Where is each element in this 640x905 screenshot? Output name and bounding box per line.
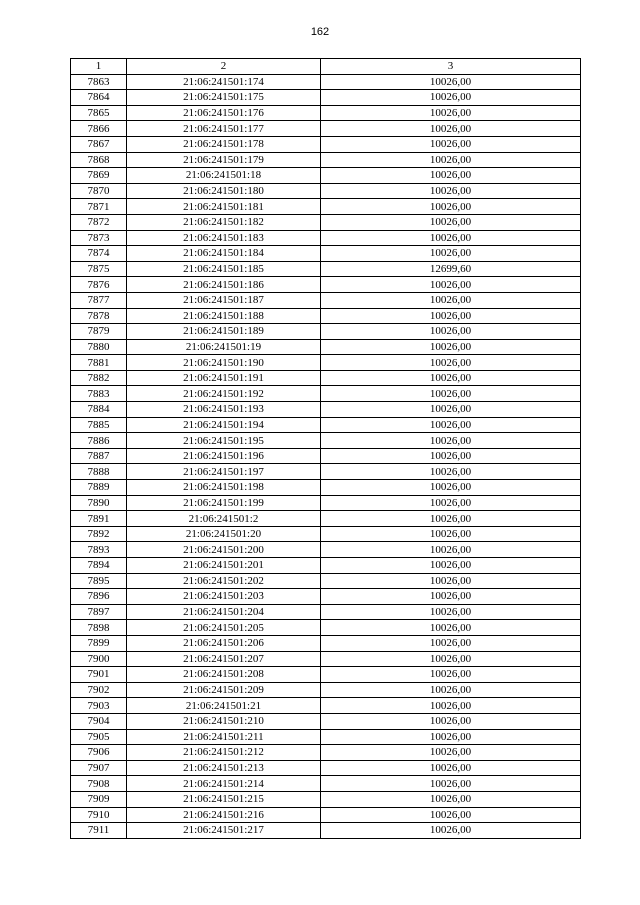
cadastral-id-cell: 21:06:241501:185	[127, 261, 321, 277]
row-number-cell: 7877	[71, 292, 127, 308]
table-row	[71, 324, 581, 340]
cadastral-id-cell: 21:06:241501:214	[127, 776, 321, 792]
value-cell: 10026,00	[321, 511, 581, 527]
row-number-cell: 7863	[71, 74, 127, 90]
table-row	[71, 261, 581, 277]
value-cell: 10026,00	[321, 246, 581, 262]
row-number-cell: 7896	[71, 589, 127, 605]
cadastral-id-cell: 21:06:241501:213	[127, 760, 321, 776]
row-number-cell: 7899	[71, 635, 127, 651]
value-cell: 10026,00	[321, 433, 581, 449]
value-cell: 10026,00	[321, 136, 581, 152]
table-row	[71, 136, 581, 152]
value-cell: 10026,00	[321, 464, 581, 480]
table-row	[71, 199, 581, 215]
table-row	[71, 74, 581, 90]
cadastral-id-cell: 21:06:241501:208	[127, 667, 321, 683]
row-number-cell: 7869	[71, 168, 127, 184]
value-cell: 10026,00	[321, 542, 581, 558]
value-cell: 10026,00	[321, 589, 581, 605]
cadastral-id-cell: 21:06:241501:184	[127, 246, 321, 262]
row-number-cell: 7911	[71, 823, 127, 839]
cadastral-id-cell: 21:06:241501:191	[127, 370, 321, 386]
cadastral-id-cell: 21:06:241501:198	[127, 480, 321, 496]
table-row	[71, 791, 581, 807]
cadastral-id-cell: 21:06:241501:204	[127, 604, 321, 620]
row-number-cell: 7867	[71, 136, 127, 152]
table-row	[71, 214, 581, 230]
table-row	[71, 651, 581, 667]
table-row	[71, 448, 581, 464]
cadastral-id-cell: 21:06:241501:196	[127, 448, 321, 464]
cadastral-id-cell: 21:06:241501:217	[127, 823, 321, 839]
row-number-cell: 7864	[71, 90, 127, 106]
row-number-cell: 7894	[71, 558, 127, 574]
cadastral-id-cell: 21:06:241501:190	[127, 355, 321, 371]
row-number-cell: 7883	[71, 386, 127, 402]
value-cell: 10026,00	[321, 651, 581, 667]
row-number-cell: 7873	[71, 230, 127, 246]
row-number-cell: 7885	[71, 417, 127, 433]
row-number-cell: 7882	[71, 370, 127, 386]
table-row	[71, 355, 581, 371]
value-cell: 10026,00	[321, 698, 581, 714]
row-number-cell: 7908	[71, 776, 127, 792]
table-row	[71, 308, 581, 324]
value-cell: 10026,00	[321, 370, 581, 386]
table-row	[71, 604, 581, 620]
cadastral-id-cell: 21:06:241501:21	[127, 698, 321, 714]
value-cell: 10026,00	[321, 620, 581, 636]
value-cell: 10026,00	[321, 760, 581, 776]
cadastral-id-cell: 21:06:241501:201	[127, 558, 321, 574]
value-cell: 10026,00	[321, 745, 581, 761]
table-row	[71, 386, 581, 402]
row-number-cell: 7893	[71, 542, 127, 558]
cadastral-id-cell: 21:06:241501:180	[127, 183, 321, 199]
table-row	[71, 339, 581, 355]
value-cell: 10026,00	[321, 355, 581, 371]
cadastral-id-cell: 21:06:241501:203	[127, 589, 321, 605]
cadastral-id-cell: 21:06:241501:199	[127, 495, 321, 511]
table-row	[71, 105, 581, 121]
table-row	[71, 558, 581, 574]
row-number-cell: 7880	[71, 339, 127, 355]
row-number-cell: 7905	[71, 729, 127, 745]
value-cell: 10026,00	[321, 495, 581, 511]
cadastral-id-cell: 21:06:241501:179	[127, 152, 321, 168]
row-number-cell: 7903	[71, 698, 127, 714]
cadastral-id-cell: 21:06:241501:210	[127, 713, 321, 729]
value-cell: 10026,00	[321, 448, 581, 464]
row-number-cell: 7887	[71, 448, 127, 464]
value-cell: 10026,00	[321, 729, 581, 745]
cadastral-id-cell: 21:06:241501:209	[127, 682, 321, 698]
cadastral-id-cell: 21:06:241501:197	[127, 464, 321, 480]
value-cell: 10026,00	[321, 199, 581, 215]
table-row	[71, 402, 581, 418]
row-number-cell: 7909	[71, 791, 127, 807]
cadastral-id-cell: 21:06:241501:177	[127, 121, 321, 137]
row-number-cell: 7881	[71, 355, 127, 371]
table-row	[71, 433, 581, 449]
cadastral-id-cell: 21:06:241501:187	[127, 292, 321, 308]
column-header-number: 1	[71, 59, 127, 75]
row-number-cell: 7871	[71, 199, 127, 215]
table-row	[71, 464, 581, 480]
table-row	[71, 807, 581, 823]
row-number-cell: 7901	[71, 667, 127, 683]
value-cell: 10026,00	[321, 105, 581, 121]
table-row	[71, 823, 581, 839]
page-number: 162	[310, 26, 330, 38]
row-number-cell: 7902	[71, 682, 127, 698]
table-row	[71, 292, 581, 308]
row-number-cell: 7878	[71, 308, 127, 324]
value-cell: 10026,00	[321, 823, 581, 839]
value-cell: 10026,00	[321, 308, 581, 324]
table-row	[71, 682, 581, 698]
value-cell: 12699,60	[321, 261, 581, 277]
data-table	[70, 58, 581, 839]
value-cell: 10026,00	[321, 635, 581, 651]
value-cell: 10026,00	[321, 121, 581, 137]
table-row	[71, 511, 581, 527]
row-number-cell: 7884	[71, 402, 127, 418]
cadastral-id-cell: 21:06:241501:186	[127, 277, 321, 293]
row-number-cell: 7872	[71, 214, 127, 230]
table-row	[71, 495, 581, 511]
row-number-cell: 7910	[71, 807, 127, 823]
table-row	[71, 152, 581, 168]
table-row	[71, 776, 581, 792]
table-row	[71, 667, 581, 683]
table-row	[71, 526, 581, 542]
table-row	[71, 620, 581, 636]
value-cell: 10026,00	[321, 558, 581, 574]
row-number-cell: 7865	[71, 105, 127, 121]
table-row	[71, 698, 581, 714]
header-row	[71, 59, 581, 75]
table-row	[71, 713, 581, 729]
cadastral-id-cell: 21:06:241501:212	[127, 745, 321, 761]
row-number-cell: 7876	[71, 277, 127, 293]
table-row	[71, 277, 581, 293]
row-number-cell: 7898	[71, 620, 127, 636]
value-cell: 10026,00	[321, 230, 581, 246]
row-number-cell: 7866	[71, 121, 127, 137]
value-cell: 10026,00	[321, 168, 581, 184]
cadastral-id-cell: 21:06:241501:202	[127, 573, 321, 589]
table-row	[71, 230, 581, 246]
cadastral-id-cell: 21:06:241501:205	[127, 620, 321, 636]
row-number-cell: 7907	[71, 760, 127, 776]
table-row	[71, 573, 581, 589]
row-number-cell: 7889	[71, 480, 127, 496]
value-cell: 10026,00	[321, 292, 581, 308]
cadastral-id-cell: 21:06:241501:188	[127, 308, 321, 324]
value-cell: 10026,00	[321, 74, 581, 90]
value-cell: 10026,00	[321, 277, 581, 293]
table-row	[71, 183, 581, 199]
row-number-cell: 7888	[71, 464, 127, 480]
table-row	[71, 90, 581, 106]
row-number-cell: 7904	[71, 713, 127, 729]
table-row	[71, 168, 581, 184]
row-number-cell: 7897	[71, 604, 127, 620]
table-row	[71, 417, 581, 433]
cadastral-id-cell: 21:06:241501:207	[127, 651, 321, 667]
value-cell: 10026,00	[321, 480, 581, 496]
cadastral-id-cell: 21:06:241501:18	[127, 168, 321, 184]
table-header	[71, 59, 581, 75]
cadastral-id-cell: 21:06:241501:178	[127, 136, 321, 152]
table-row	[71, 745, 581, 761]
table-row	[71, 760, 581, 776]
cadastral-id-cell: 21:06:241501:215	[127, 791, 321, 807]
row-number-cell: 7879	[71, 324, 127, 340]
row-number-cell: 7892	[71, 526, 127, 542]
table-row	[71, 729, 581, 745]
table-row	[71, 370, 581, 386]
cadastral-id-cell: 21:06:241501:216	[127, 807, 321, 823]
cadastral-id-cell: 21:06:241501:189	[127, 324, 321, 340]
value-cell: 10026,00	[321, 324, 581, 340]
cadastral-id-cell: 21:06:241501:20	[127, 526, 321, 542]
value-cell: 10026,00	[321, 807, 581, 823]
cadastral-id-cell: 21:06:241501:174	[127, 74, 321, 90]
value-cell: 10026,00	[321, 713, 581, 729]
value-cell: 10026,00	[321, 573, 581, 589]
value-cell: 10026,00	[321, 682, 581, 698]
row-number-cell: 7874	[71, 246, 127, 262]
table-row	[71, 246, 581, 262]
cadastral-id-cell: 21:06:241501:194	[127, 417, 321, 433]
cadastral-id-cell: 21:06:241501:182	[127, 214, 321, 230]
cadastral-id-cell: 21:06:241501:192	[127, 386, 321, 402]
row-number-cell: 7875	[71, 261, 127, 277]
table-row	[71, 589, 581, 605]
cadastral-id-cell: 21:06:241501:200	[127, 542, 321, 558]
cadastral-id-cell: 21:06:241501:181	[127, 199, 321, 215]
value-cell: 10026,00	[321, 214, 581, 230]
value-cell: 10026,00	[321, 183, 581, 199]
value-cell: 10026,00	[321, 526, 581, 542]
cadastral-id-cell: 21:06:241501:195	[127, 433, 321, 449]
row-number-cell: 7890	[71, 495, 127, 511]
cadastral-id-cell: 21:06:241501:175	[127, 90, 321, 106]
table-row	[71, 542, 581, 558]
cadastral-id-cell: 21:06:241501:193	[127, 402, 321, 418]
cadastral-id-cell: 21:06:241501:183	[127, 230, 321, 246]
row-number-cell: 7895	[71, 573, 127, 589]
table-row	[71, 480, 581, 496]
row-number-cell: 7886	[71, 433, 127, 449]
value-cell: 10026,00	[321, 791, 581, 807]
cadastral-id-cell: 21:06:241501:211	[127, 729, 321, 745]
row-number-cell: 7900	[71, 651, 127, 667]
row-number-cell: 7891	[71, 511, 127, 527]
row-number-cell: 7868	[71, 152, 127, 168]
value-cell: 10026,00	[321, 402, 581, 418]
column-header-value: 3	[321, 59, 581, 75]
value-cell: 10026,00	[321, 604, 581, 620]
row-number-cell: 7906	[71, 745, 127, 761]
table-body	[71, 74, 581, 838]
column-header-cadastral-id: 2	[127, 59, 321, 75]
table-row	[71, 635, 581, 651]
value-cell: 10026,00	[321, 417, 581, 433]
cadastral-id-cell: 21:06:241501:19	[127, 339, 321, 355]
cadastral-id-cell: 21:06:241501:2	[127, 511, 321, 527]
value-cell: 10026,00	[321, 776, 581, 792]
value-cell: 10026,00	[321, 152, 581, 168]
table-row	[71, 121, 581, 137]
value-cell: 10026,00	[321, 386, 581, 402]
value-cell: 10026,00	[321, 90, 581, 106]
row-number-cell: 7870	[71, 183, 127, 199]
value-cell: 10026,00	[321, 339, 581, 355]
cadastral-id-cell: 21:06:241501:206	[127, 635, 321, 651]
value-cell: 10026,00	[321, 667, 581, 683]
cadastral-id-cell: 21:06:241501:176	[127, 105, 321, 121]
